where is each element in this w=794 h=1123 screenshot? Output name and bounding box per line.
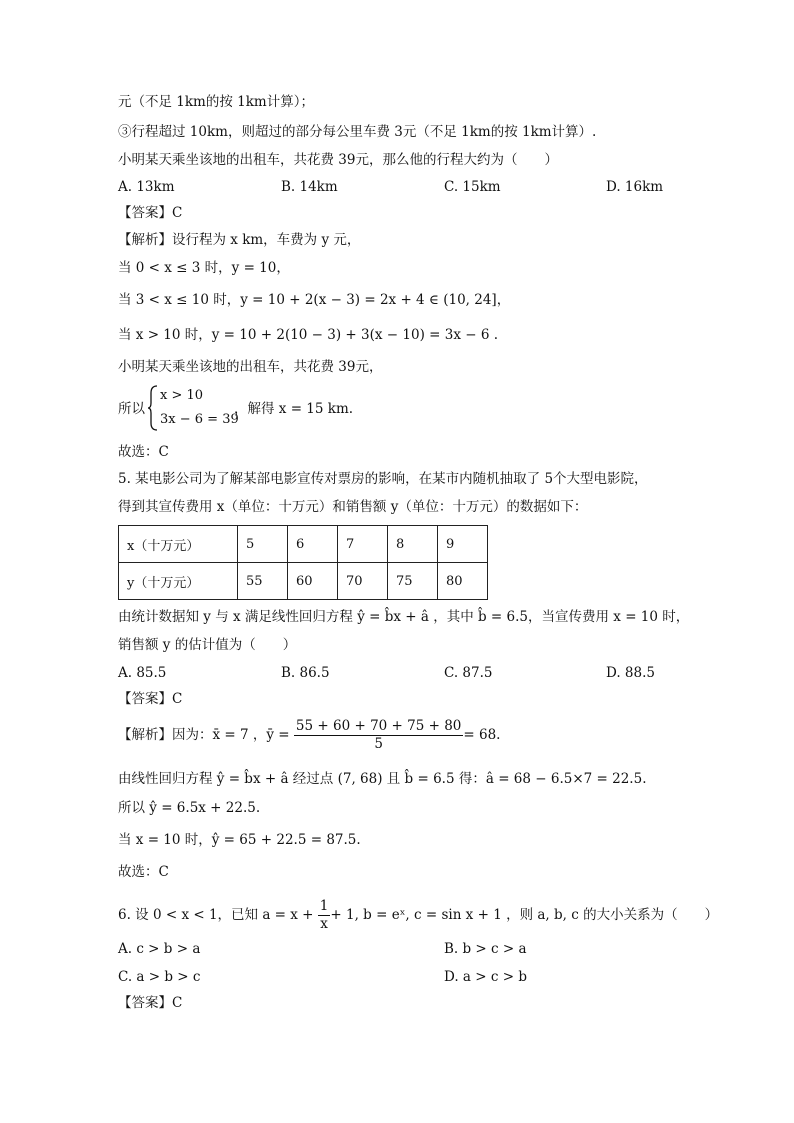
question-4-analysis-4: 当 x > 10 时，y = 10 + 2(10 − 3) + 3(x − 10) = 3x − 6 .: [118, 327, 499, 343]
stem-prefix: 6. 设 0 < x < 1，已知 a = x +: [118, 907, 318, 923]
text-line-fee-rule-3: ③行程超过 10km，则超过的部分每公里车费 3元（不足 1km的按 1km计算）.: [118, 124, 597, 140]
data-table: [118, 525, 488, 600]
question-4-choose: 故选：C: [118, 444, 169, 460]
question-6-options-row-1: [118, 940, 678, 958]
option-b[interactable]: B. b > c > a: [444, 941, 527, 957]
stem-suffix: + 1, b = eˣ, c = sin x + 1 ，则 a, b, c 的大小关系为（ ）: [330, 907, 719, 923]
question-5-answer: 【答案】C: [118, 691, 183, 707]
table-row-y: [119, 563, 488, 600]
option-d[interactable]: D. 88.5: [606, 665, 655, 681]
system-equation-1: x > 10: [160, 388, 204, 403]
fraction-numerator: 55 + 60 + 70 + 75 + 80: [295, 718, 462, 734]
table-cell: 60: [288, 563, 338, 600]
table-cell: 80: [438, 563, 488, 600]
question-5-options: [118, 664, 678, 682]
system-label: 所以: [118, 401, 145, 417]
fraction-numerator: 1: [319, 898, 329, 914]
question-4-analysis-1: 【解析】设行程为 x km，车费为 y 元，: [118, 232, 361, 248]
table-row-x: [119, 526, 488, 563]
table-cell: 9: [438, 526, 488, 563]
option-d[interactable]: D. a > c > b: [444, 969, 527, 985]
question-5-stem-4: 销售额 y 的估计值为（ ）: [118, 637, 297, 653]
option-b[interactable]: B. 86.5: [281, 665, 330, 681]
table-cell: 7: [338, 526, 388, 563]
table-cell: 5: [238, 526, 288, 563]
option-c[interactable]: C. 87.5: [444, 665, 493, 681]
table-cell: 70: [338, 563, 388, 600]
question-5-analysis-4: 当 x = 10 时，ŷ = 65 + 22.5 = 87.5.: [118, 832, 361, 848]
option-a[interactable]: A. 13km: [118, 179, 175, 195]
option-a[interactable]: A. c > b > a: [118, 941, 201, 957]
system-equation-2: 3x − 6 = 39: [160, 412, 239, 427]
question-5-choose: 故选：C: [118, 864, 169, 880]
question-5-stem-1: 5. 某电影公司为了解某部电影宣传对票房的影响，在某市内随机抽取了 5个大型电影院，: [118, 471, 648, 487]
question-4-analysis-3: 当 3 < x ≤ 10 时，y = 10 + 2(x − 3) = 2x + 4 ∈ (10, 24]，: [118, 292, 511, 308]
question-4-analysis-5: 小明某天乘坐该地的出租车，共花费 39元，: [118, 359, 383, 375]
analysis-suffix: = 68.: [463, 727, 501, 743]
option-c[interactable]: C. 15km: [444, 179, 501, 195]
question-6-answer: 【答案】C: [118, 995, 183, 1011]
question-6-stem: [118, 897, 718, 933]
row-header-y: y（十万元）: [119, 563, 238, 600]
question-4-answer: 【答案】C: [118, 205, 183, 221]
table-cell: 75: [388, 563, 438, 600]
row-header-x: x（十万元）: [119, 526, 238, 563]
question-5-stem-2: 得到其宣传费用 x（单位：十万元）和销售额 y（单位：十万元）的数据如下：: [118, 499, 588, 515]
question-5-analysis-2: 由线性回归方程 ŷ = b̂x + â 经过点 (7, 68) 且 b̂ = 6.5 得：â = 68 − 6.5×7 = 22.5.: [118, 771, 647, 787]
option-a[interactable]: A. 85.5: [118, 665, 167, 681]
table-cell: 55: [238, 563, 288, 600]
option-b[interactable]: B. 14km: [281, 179, 338, 195]
question-5-analysis-3: 所以 ŷ = 6.5x + 22.5.: [118, 800, 261, 816]
question-5-analysis-1: [118, 717, 500, 753]
option-c[interactable]: C. a > b > c: [118, 969, 201, 985]
fraction-denominator: 5: [374, 736, 383, 752]
mean-fraction: [294, 718, 463, 753]
question-4-options: [118, 178, 678, 196]
table-cell: 6: [288, 526, 338, 563]
table-cell: 8: [388, 526, 438, 563]
one-over-x-fraction: [318, 898, 331, 933]
option-d[interactable]: D. 16km: [606, 179, 664, 195]
question-4-analysis-2: 当 0 < x ≤ 3 时，y = 10，: [118, 260, 290, 276]
analysis-prefix: 【解析】因为：x̄ = 7 ，ȳ =: [118, 727, 294, 743]
fraction-denominator: x: [320, 916, 328, 932]
left-brace-icon: [147, 385, 159, 431]
question-5-stem-3: 由统计数据知 y 与 x 满足线性回归方程 ŷ = b̂x + â ，其中 b̂ = 6.5，当宣传费用 x = 10 时，: [118, 609, 690, 625]
system-solution: ，解得 x = 15 km.: [234, 401, 354, 417]
question-4-prompt: 小明某天乘坐该地的出租车，共花费 39元，那么他的行程大约为（ ）: [118, 152, 558, 168]
text-line-fee-rule-2: 元（不足 1km的按 1km计算）；: [118, 94, 314, 110]
question-6-options-row-2: [118, 968, 678, 986]
